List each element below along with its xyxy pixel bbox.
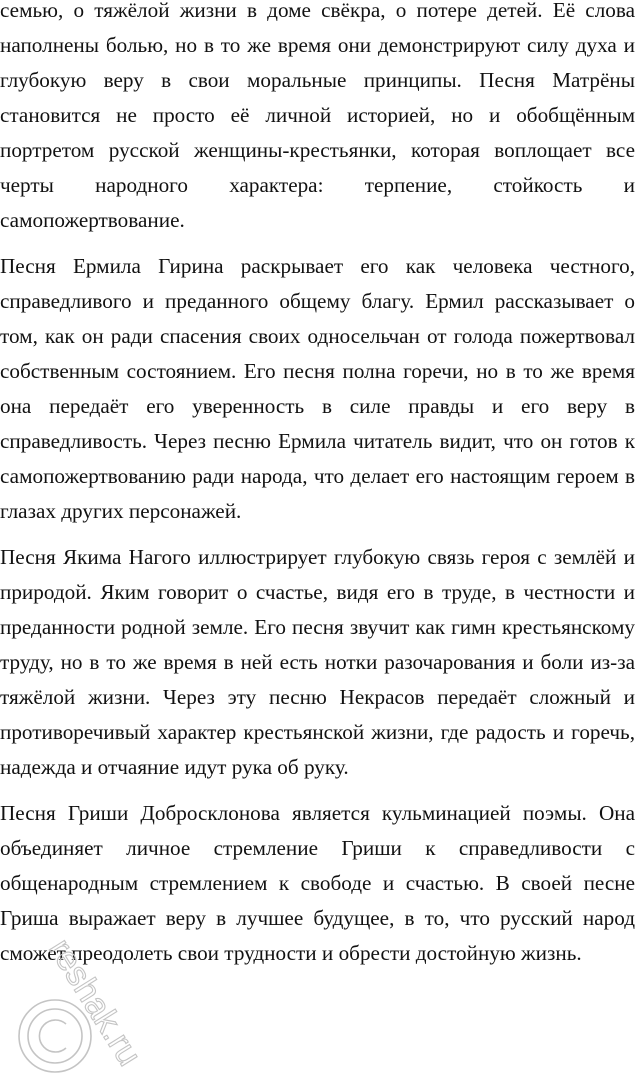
- paragraph-yakim-nagoy-song: Песня Якима Нагого иллюстрирует глубокую связь героя с землёй и природой. Яким говорит о счастье, видя его в труде, в честности и преданности родной земле. Его песня звучит как гимн крестьянскому труду, но в то же время в ней есть нотки разочарования и боли из-за тяжёлой жизни. Через эту песню Некрасов передаёт сложный и противоречивый характер крестьянской жизни, где радость и горечь, надежда и отчаяние идут рука об руку.: [0, 545, 635, 779]
- paragraph-yermil-girin-song: Песня Ермила Гирина раскрывает его как человека честного, справедливого и преданного общему благу. Ермил рассказывает о том, как он ради спасения своих односельчан от голода пожертвовал собственным состоянием. Его песня полна горечи, но в то же время она передаёт его уверенность в силе правды и его веру в справедливость. Через песню Ермила читатель видит, что он готов к самопожертвованию ради народа, что делает его настоящим героем в глазах других персонажей.: [0, 254, 635, 523]
- watermark-text: reshak.ru: [41, 936, 149, 1073]
- paragraph-matryona-song-end: семью, о тяжёлой жизни в доме свёкра, о потере детей. Её слова наполнены болью, но в то же время они демонстрируют силу духа и глубокую веру в свои моральные принципы. Песня Матрёны становится не просто её личной историей, но и обобщённым портретом русской женщины-крестьянки, которая воплощает все черты народного характера: терпение, стойкость и самопожертвование.: [0, 0, 635, 232]
- paragraph-grisha-dobrosklonov-song: Песня Гриши Добросклонова является кульминацией поэмы. Она объединяет личное стремление Гриши к справедливости с общенародным стремлением к свободе и счастью. В своей песне Гриша выражает веру в лучшее будущее, в то, что русский народ сможет преодолеть свои трудности и обрести достойную жизнь.: [0, 801, 635, 965]
